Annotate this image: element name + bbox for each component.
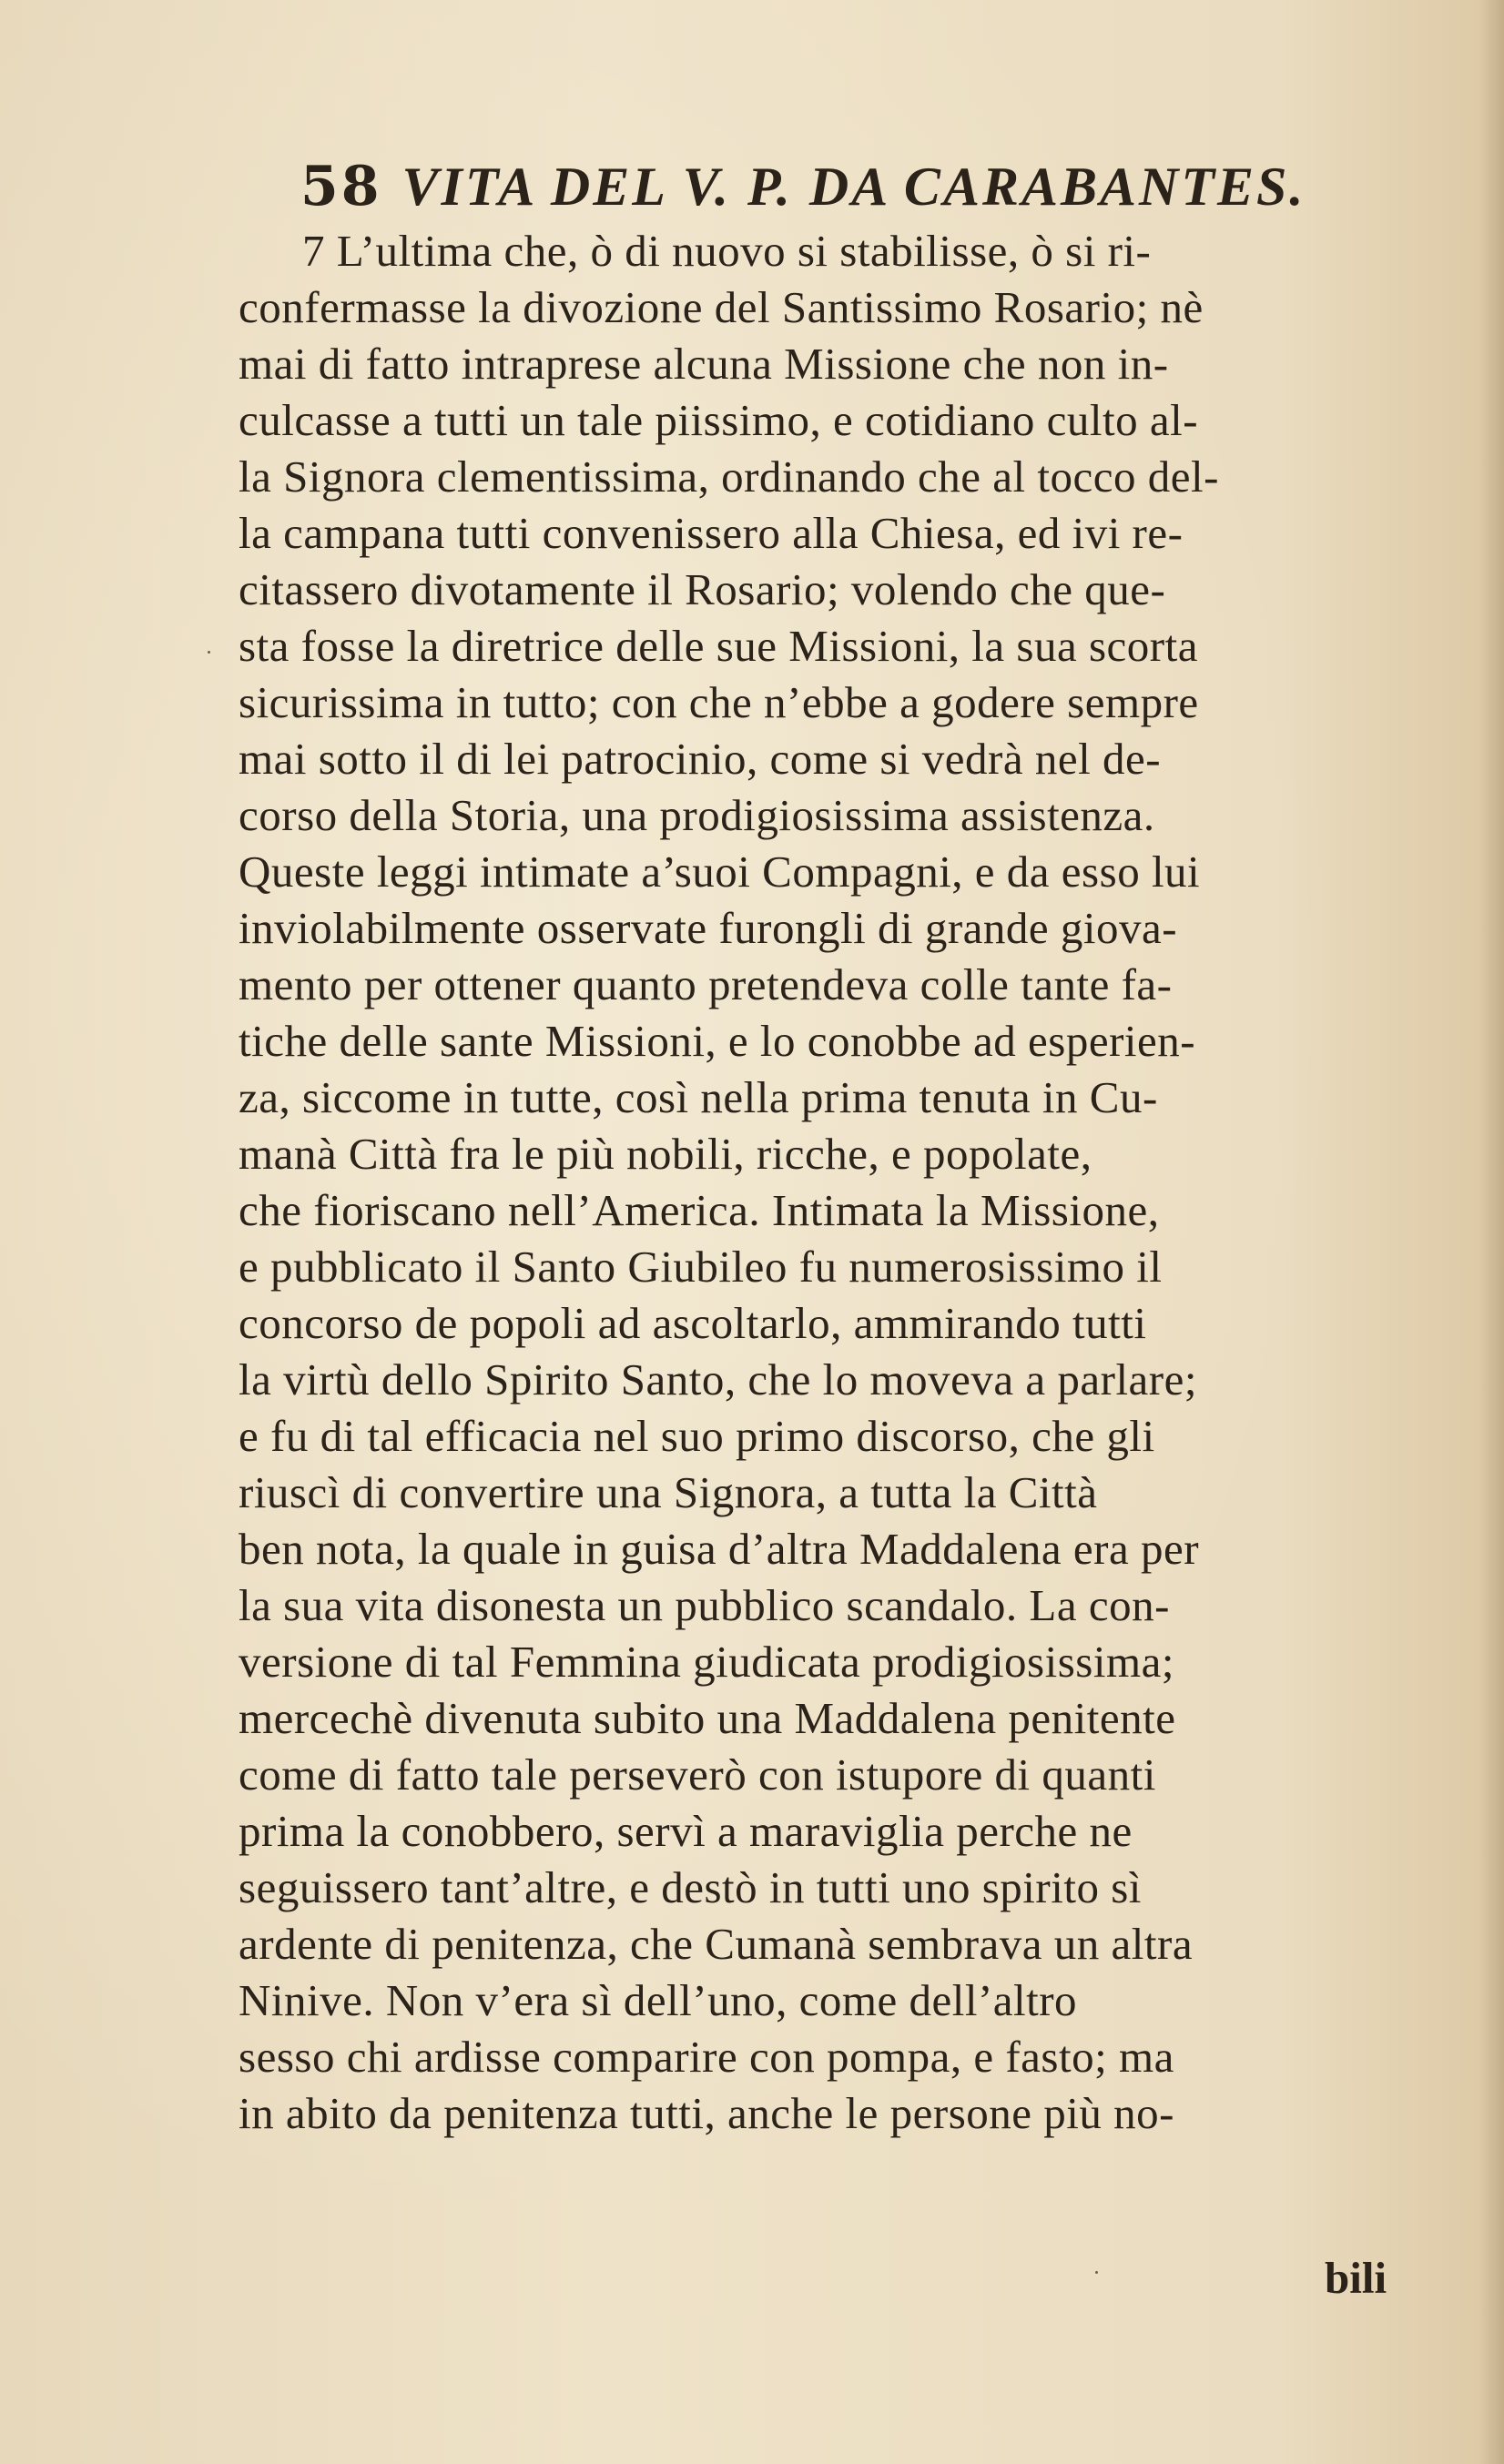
- page-number: 58: [300, 155, 382, 218]
- text-line: Queste leggi intimate a’suoi Compagni, e da esso lui: [239, 847, 1201, 897]
- text-line: inviolabilmente osservate furongli di grande giova-: [239, 903, 1178, 953]
- text-line: manà Città fra le più nobili, ricche, e popolate,: [239, 1129, 1092, 1179]
- text-line: za, siccome in tutte, così nella prima tenuta in Cu-: [239, 1072, 1158, 1122]
- text-line: versione di tal Femmina giudicata prodigiosissima;: [239, 1637, 1174, 1687]
- text-line: citassero divotamente il Rosario; volendo che que-: [239, 564, 1166, 614]
- text-line: mento per ottener quanto pretendeva colle tante fa-: [239, 959, 1173, 1009]
- page-header: [300, 150, 1484, 223]
- text-line: mai sotto il di lei patrocinio, come si vedrà nel de-: [239, 734, 1162, 784]
- running-title: VITA DEL V. P. DA CARABANTES.: [401, 157, 1306, 217]
- text-line: corso della Storia, una prodigiosissima assistenza.: [239, 790, 1155, 840]
- text-line: ben nota, la quale in guisa d’altra Maddalena era per: [239, 1524, 1200, 1574]
- text-line: sesso chi ardisse comparire con pompa, e fasto; ma: [239, 2032, 1174, 2082]
- text-line: Ninive. Non v’era sì dell’uno, come dell’altro: [239, 1975, 1078, 2025]
- body-text: [239, 223, 1486, 2142]
- catchword: bili: [1325, 2253, 1387, 2303]
- text-line: sicurissima in tutto; con che n’ebbe a godere sempre: [239, 677, 1199, 727]
- text-line: tiche delle sante Missioni, e lo conobbe ad esperien-: [239, 1016, 1196, 1066]
- text-line: la virtù dello Spirito Santo, che lo moveva a parlare;: [239, 1354, 1197, 1404]
- text-line: 7 L’ultima che, ò di nuovo si stabilisse, ò si ri-: [302, 226, 1152, 276]
- text-line: mai di fatto intraprese alcuna Missione che non in-: [239, 339, 1169, 389]
- paper-speck: [208, 651, 210, 654]
- paper-speck: [1095, 2271, 1098, 2274]
- text-line: la Signora clementissima, ordinando che al tocco del-: [239, 451, 1219, 502]
- text-line: in abito da penitenza tutti, anche le persone più no-: [239, 2088, 1174, 2138]
- text-line: ardente di penitenza, che Cumanà sembrava un altra: [239, 1919, 1194, 1969]
- text-line: sta fosse la diretrice delle sue Missioni, la sua scorta: [239, 621, 1198, 671]
- text-line: seguissero tant’altre, e destò in tutti uno spirito sì: [239, 1862, 1142, 1912]
- text-line: come di fatto tale perseverò con istupore di quanti: [239, 1749, 1156, 1800]
- text-line: e fu di tal efficacia nel suo primo discorso, che gli: [239, 1411, 1155, 1461]
- text-line: la sua vita disonesta un pubblico scandalo. La con-: [239, 1580, 1170, 1630]
- text-line: concorso de popoli ad ascoltarlo, ammirando tutti: [239, 1298, 1147, 1348]
- text-line: e pubblicato il Santo Giubileo fu numerosissimo il: [239, 1242, 1163, 1292]
- text-line: mercechè divenuta subito una Maddalena penitente: [239, 1693, 1176, 1743]
- text-line: che fioriscano nell’America. Intimata la Missione,: [239, 1185, 1160, 1235]
- text-line: riuscì di convertire una Signora, a tutta la Città: [239, 1467, 1098, 1517]
- text-line: confermasse la divozione del Santissimo Rosario; nè: [239, 282, 1204, 332]
- text-line: culcasse a tutti un tale piissimo, e cotidiano culto al-: [239, 395, 1199, 445]
- text-line: la campana tutti convenissero alla Chiesa, ed ivi re-: [239, 508, 1184, 558]
- text-line: prima la conobbero, servì a maraviglia perche ne: [239, 1806, 1133, 1856]
